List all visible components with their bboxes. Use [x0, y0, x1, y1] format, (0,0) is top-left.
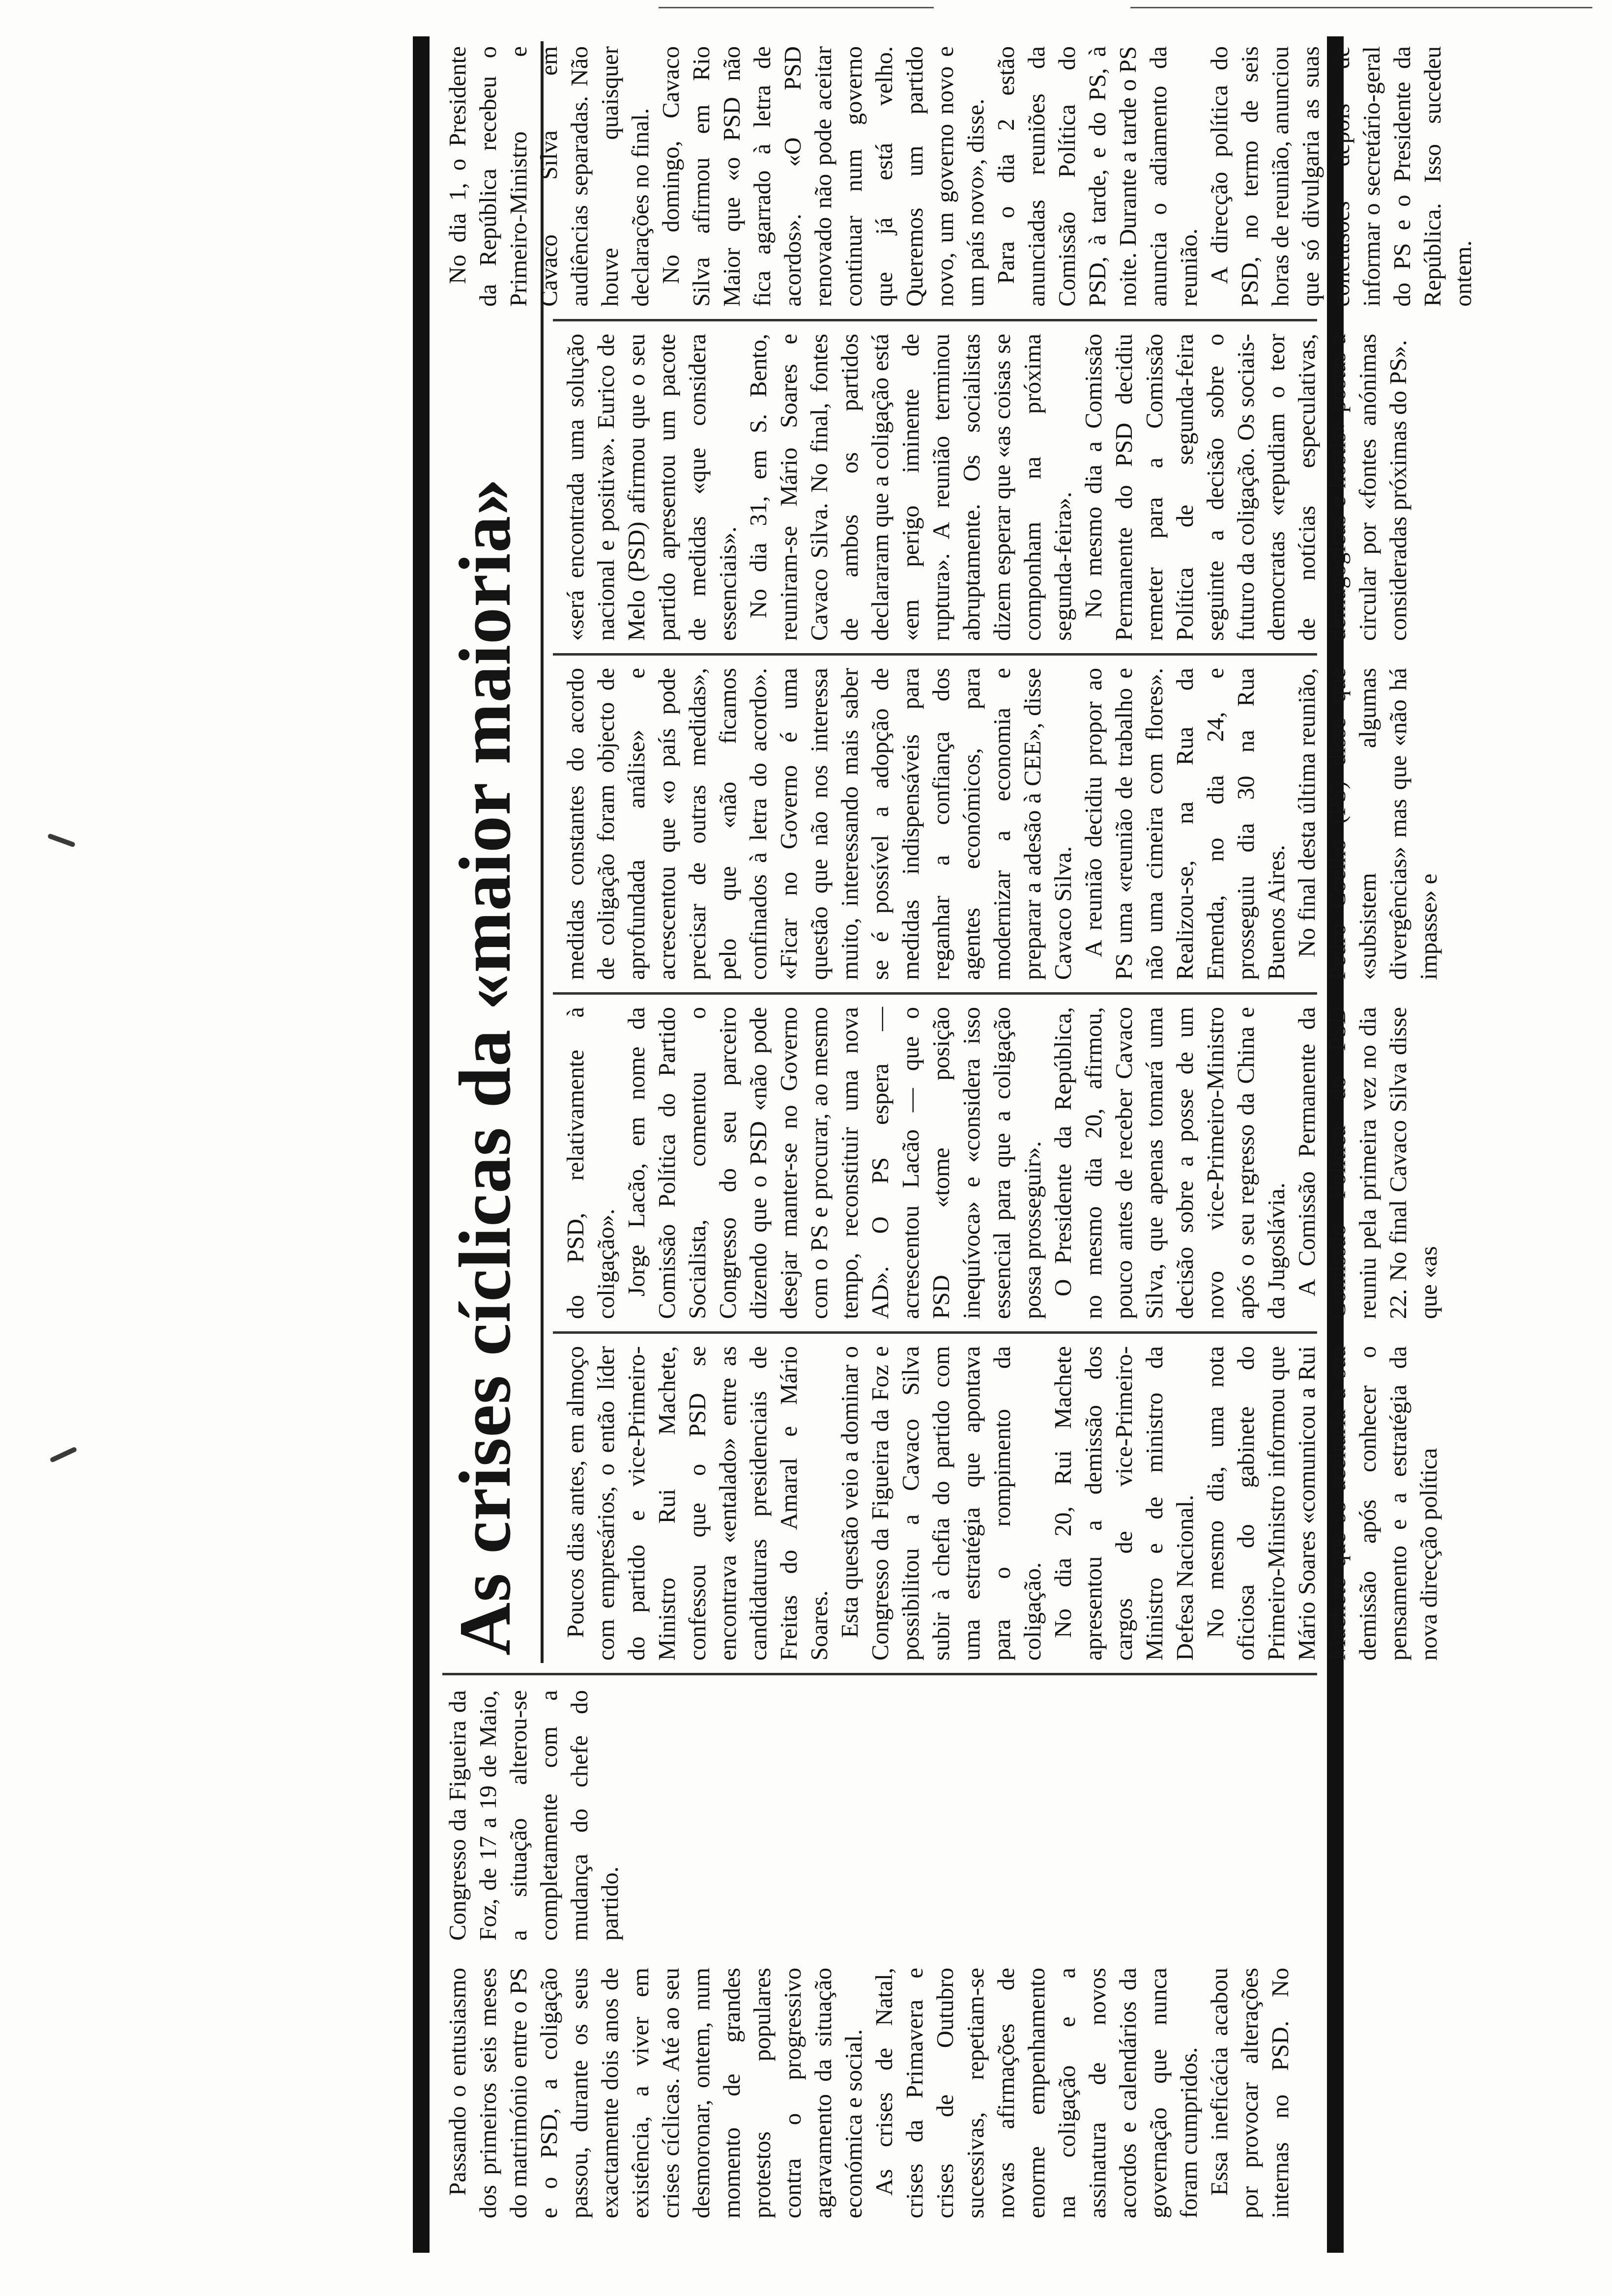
top-rule [413, 36, 430, 2253]
paragraph: O Presidente da República, no mesmo dia 20, afirmou, pouco antes de receber Cavaco Silva, que apenas tomará uma decisão sobre a posse de um novo vice-Primeiro-Ministro após o seu regresso da China e da Jugoslávia. [1049, 1007, 1290, 1319]
headline: As crises cíclicas da «maior maioria» [444, 478, 526, 1656]
paragraph: No domingo, Cavaco Silva afirmou em Rio Maior que «o PSD não fica agarrado à letra de acordos». «O PSD renovado não pode aceitar continuar num governo que já está velho. Queremos um partido novo, um governo novo e um país novo», disse. [657, 46, 989, 307]
paragraph: No dia 20, Rui Machete apresentou a demissão dos cargos de vice-Primeiro-Ministro e de ministro da Defesa Nacional. [1049, 1346, 1198, 1661]
column-3 [560, 1007, 1442, 1319]
column-1 [442, 1690, 1317, 2218]
newspaper-article [413, 36, 1476, 2253]
paragraph: Passando o entusiasmo dos primeiros seis meses do matrimónio entre o PS e o PSD, a coligação passou, durante os seus exactamente dois anos de existência, a viver em crises cíclicas. Até ao seu desmoronar, ontem, num momento de grandes protestos populares contra o progressivo agravamento da situação económica e social. [444, 1968, 867, 2218]
column-rule [553, 1331, 1317, 1334]
column-rule [553, 992, 1317, 995]
paragraph: Essa ineficácia acabou por provocar alterações internas no PSD. No Congresso da Figueira da Foz, de 17 a 19 de Maio, a situação alterou-se completamente com a mudança do chefe do partido. [444, 1690, 1294, 2218]
column-4 [560, 668, 1442, 980]
paragraph: Esta questão veio a dominar o Congresso da Figueira da Foz e possibilitou a Cavaco Silva subir à chefia do partido com uma estratégia que apontava para o rompimento da coligação. [836, 1346, 1046, 1661]
paragraph: «será encontrada uma solução nacional e positiva». Eurico de Melo (PSD) afirmou que o seu partido apresentou um pacote de medidas «que considera essenciais». [562, 334, 741, 641]
paragraph: No mesmo dia, uma nota oficiosa do gabinete do Primeiro-Ministro informou que Mário Soares «comunicou a Rui Machete que só aceitaria a sua demissão após conhecer o pensamento e a estratégia da nova direcção política [1202, 1346, 1442, 1661]
column-rule [553, 653, 1317, 656]
paragraph: A direcção política do PSD, no termo de seis horas de reunião, anunciou que só divulgaria as suas conclusões depois de informar o secretário-geral do PS e o Presidente da República. Isso sucedeu ontem. [1206, 46, 1476, 307]
paragraph: No dia 1, o Presidente da República recebeu o Primeiro-Ministro e Cavaco Silva em audiências separadas. Não houve quaisquer declarações no final. [444, 46, 654, 307]
paragraph: A Comissão Permanente da Comissão Política do PSD reuniu pela primeira vez no dia 22. No final Cavaco Silva disse que «as [1293, 1007, 1442, 1319]
column-6 [442, 46, 1476, 307]
paragraph: Para o dia 2 estão anunciadas reuniões da Comissão Política do PSD, à tarde, e do PS, à noite. Durante a tarde o PS anuncia o adiamento da reunião. [992, 46, 1202, 307]
paragraph: No mesmo dia a Comissão Permanente do PSD decidiu remeter para a Comissão Política de segunda-feira seguinte a decisão sobre o futuro da coligação. Os sociais-democratas «repudiam o teor de notícias especulativas, demagógicas e hostis» postas a circular por «fontes anónimas consideradas próximas do PS». [1080, 334, 1411, 641]
pen-mark [47, 833, 76, 847]
paragraph: do PSD, relativamente à coligação». [562, 1007, 619, 1319]
paragraph: No final desta última reunião, Pedro Coelho (PS) disse que «subsistem algumas divergências» mas que «não há impasse» e [1293, 668, 1442, 980]
scan-top-line [1130, 7, 1592, 8]
paragraph: As crises de Natal, crises da Primavera e crises de Outubro sucessivas, repetiam-se novas afirmações de enorme empenhamento na coligação e a assinatura de novos acordos e calendários da governação que nunca foram cumpridos. [870, 1968, 1202, 2218]
pen-mark [50, 1446, 78, 1463]
paragraph: Jorge Lacão, em nome da Comissão Política do Partido Socialista, comentou o Congresso do seu parceiro dizendo que o PSD «não pode desejar manter-se no Governo com o PS e procurar, ao mesmo tempo, reconstituir uma nova AD». O PS espera — acrescentou Lacão — que o PSD «tome posição inequívoca» e «considera isso essencial para que a coligação possa prosseguir». [623, 1007, 1046, 1319]
column-rule [442, 1673, 1317, 1675]
paragraph: A reunião decidiu propor ao PS uma «reunião de trabalho e não uma cimeira com flores». Realizou-se, na Rua da Emenda, no dia 24, e prosseguiu dia 30 na Rua Buenos Aires. [1080, 668, 1290, 980]
column-rule [553, 319, 1317, 321]
paragraph: No dia 31, em S. Bento, reuniram-se Mário Soares e Cavaco Silva. No final, fontes de ambos os partidos declararam que a coligação está «em perigo iminente de ruptura». A reunião terminou abruptamente. Os socialistas dizem esperar que «as coisas se componham na próxima segunda-feira». [745, 334, 1076, 641]
column-2 [560, 1346, 1442, 1661]
scan-top-line [659, 7, 934, 8]
paragraph: Poucos dias antes, em almoço com empresários, o então líder do partido e vice-Primeiro-Ministro Rui Machete, confessou que o PSD se encontrava «entalado» entre as candidaturas presidenciais de Freitas do Amaral e Mário Soares. [562, 1346, 833, 1661]
column-5 [560, 334, 1411, 641]
paragraph: medidas constantes do acordo de coligação foram objecto de aprofundada análise» e acrescentou que «o país pode precisar de outras medidas», pelo que «não ficamos confinados à letra do acordo». «Ficar no Governo é uma questão que não nos interessa muito, interessando mais saber se é possível a adopção de medidas indispensáveis para reganhar a confiança dos agentes económicos, para modernizar a economia e preparar a adesão à CEE», disse Cavaco Silva. [562, 668, 1076, 980]
